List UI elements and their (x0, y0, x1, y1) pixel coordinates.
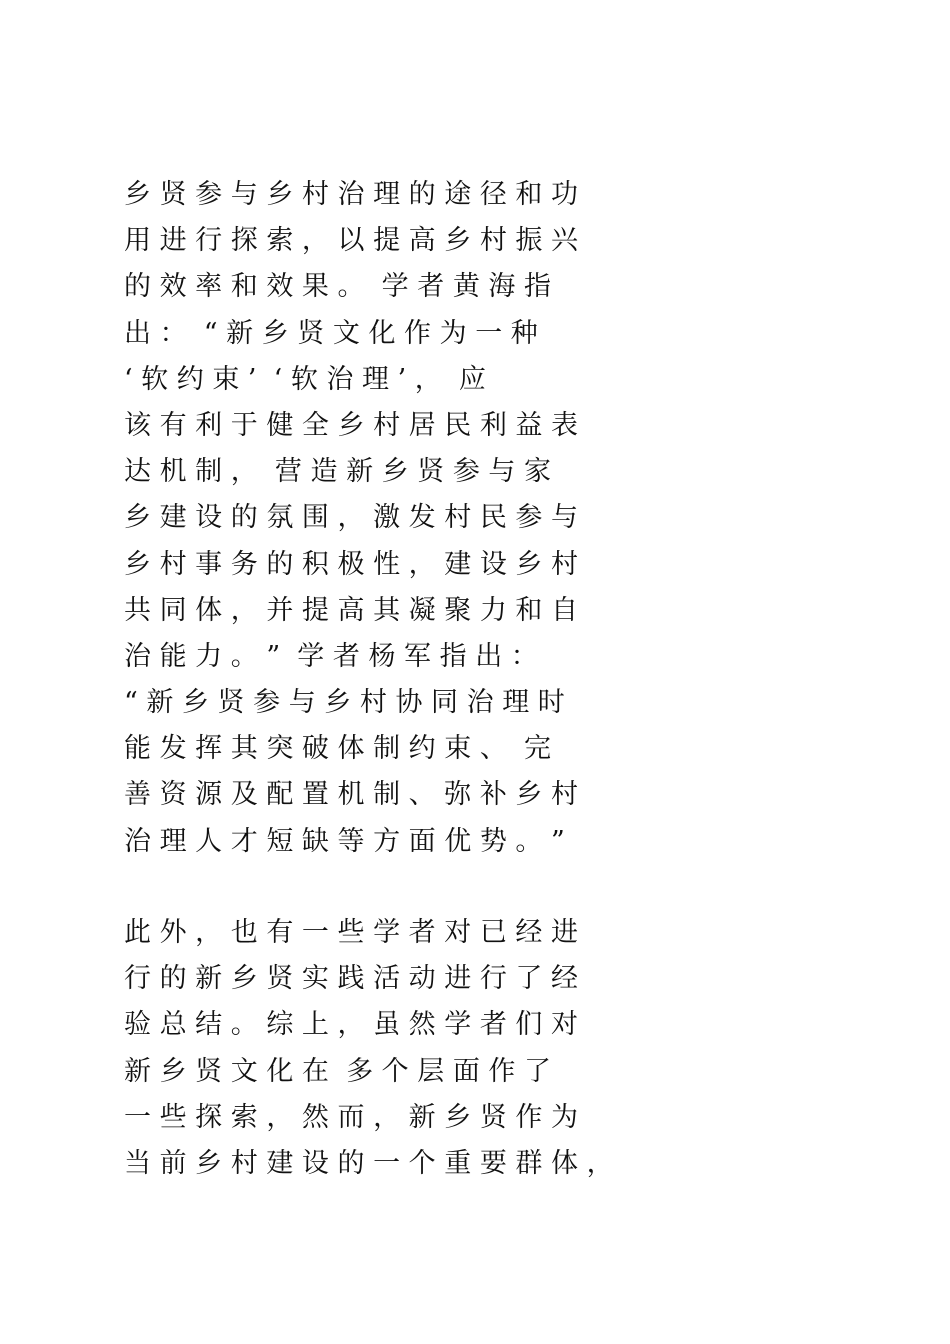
text-line: 善 资 源 及 配 置 机 制 、 弥 补 乡 村 (124, 779, 578, 811)
text-line: 验 总 结 。 综 上 ， 虽 然 学 者 们 对 (124, 1009, 578, 1041)
text-line: 一 些 探 索 ， 然 而 ， 新 乡 贤 作 为 (124, 1101, 578, 1133)
text-line: 能 发 挥 其 突 破 体 制 约 束 、 完 (124, 733, 551, 765)
text-line: 新 乡 贤 文 化 在 多 个 层 面 作 了 (124, 1055, 551, 1087)
text-line: 用 进 行 探 索 ， 以 提 高 乡 村 振 兴 (124, 225, 578, 257)
text-line: 治 能 力 。 ” 学 者 杨 军 指 出 ： (124, 640, 538, 672)
text-line: 达 机 制 ， 营 造 新 乡 贤 参 与 家 (124, 456, 551, 488)
text-line: 共 同 体 ， 并 提 高 其 凝 聚 力 和 自 (124, 594, 578, 626)
text-line: 当 前 乡 村 建 设 的 一 个 重 要 群 体 ， (124, 1147, 614, 1179)
paragraph-1 (124, 172, 834, 865)
paragraph-2 (124, 910, 834, 1187)
text-line: “ 新 乡 贤 参 与 乡 村 协 同 治 理 时 (124, 687, 565, 719)
text-line: 该 有 利 于 健 全 乡 村 居 民 利 益 表 (124, 409, 578, 441)
text-line: 出 ： “ 新 乡 贤 文 化 作 为 一 种 (124, 317, 538, 349)
text-line: 治 理 人 才 短 缺 等 方 面 优 势 。 ” (124, 825, 565, 857)
text-line: 行 的 新 乡 贤 实 践 活 动 进 行 了 经 (124, 963, 578, 995)
text-line: 此 外 ， 也 有 一 些 学 者 对 已 经 进 (124, 917, 578, 948)
text-line: 的 效 率 和 效 果 。 学 者 黄 海 指 (124, 271, 551, 303)
text-line: 乡 建 设 的 氛 围 ， 激 发 村 民 参 与 (124, 502, 578, 534)
text-line: 乡 贤 参 与 乡 村 治 理 的 途 径 和 功 (124, 179, 578, 210)
text-line: 乡 村 事 务 的 积 极 性 ， 建 设 乡 村 (124, 548, 578, 580)
text-line: ‘ 软 约 束 ’ ‘ 软 治 理 ’ ， 应 (124, 363, 486, 395)
